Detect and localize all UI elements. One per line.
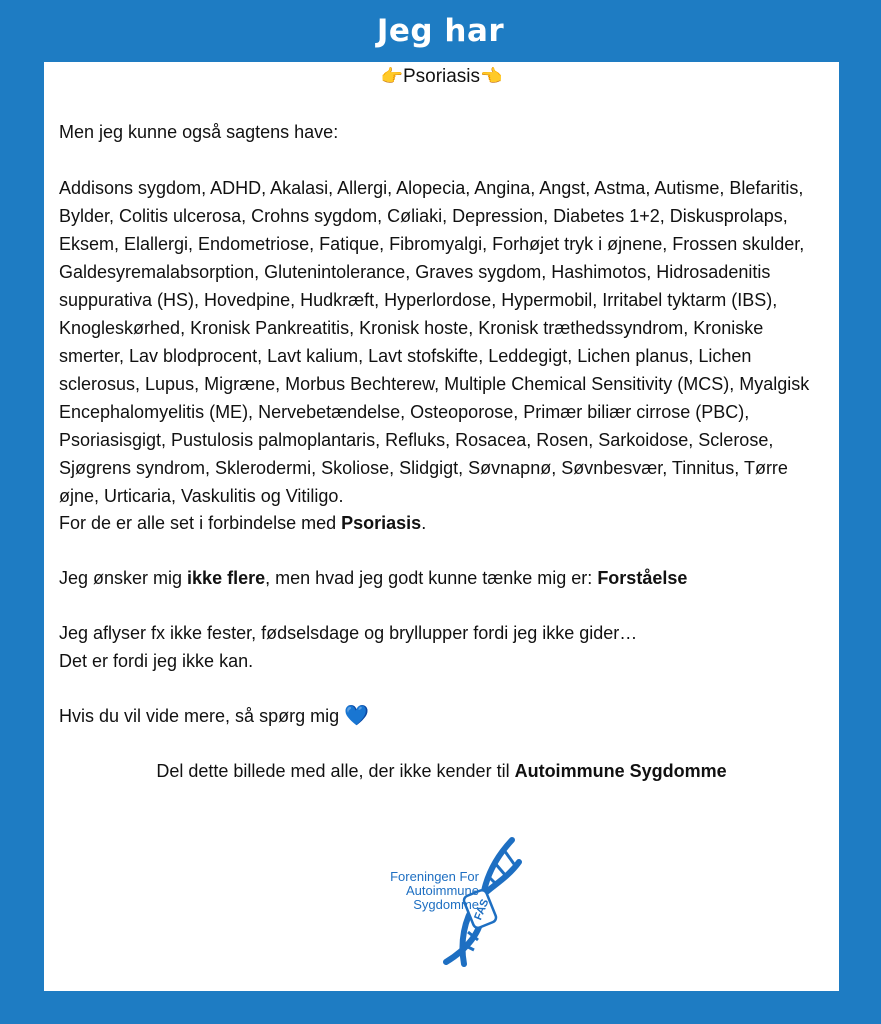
wish-bold-1: ikke flere [187, 567, 266, 588]
logo-line-3: Sygdomme [413, 897, 479, 912]
diagnosis-line [59, 62, 824, 91]
wish-text: Jeg ønsker mig ikke flere, men hvad jeg godt kunne tænke mig er: Forståelse [59, 567, 688, 588]
content-card [44, 62, 839, 991]
wish-bold-2: Forståelse [597, 567, 688, 588]
connection-diagnosis: Psoriasis [341, 512, 422, 533]
logo-text [369, 870, 479, 912]
share-bold: Autoimmune Sygdomme [514, 761, 727, 782]
share-text: Del dette billede med alle, der ikke kender til Autoimmune Sygdomme [156, 761, 727, 782]
logo-line-2: Autoimmune [406, 883, 479, 898]
cancel-line-2: Det er fordi jeg ikke kan. [59, 650, 254, 671]
intro-text: Men jeg kunne også sagtens have: [59, 121, 339, 142]
header-bar [0, 0, 881, 62]
cancel-line-1: Jeg aflyser fx ikke fester, fødselsdage og bryllupper fordi jeg ikke gider… [59, 623, 638, 644]
pointing-left-icon: 👈 [480, 66, 503, 86]
logo-badge: FAS [472, 897, 492, 922]
organization-logo [364, 832, 534, 967]
diagnosis-name: Psoriasis [402, 66, 481, 87]
logo-line-1: Foreningen For [390, 869, 479, 884]
ask-text: Hvis du vil vide mere, så spørg mig 💙 [59, 704, 369, 727]
connection-text: For de er alle set i forbindelse med Psoriasis. [59, 512, 427, 533]
pointing-right-icon: 👉 [380, 66, 403, 86]
page-title: Jeg har [376, 13, 505, 49]
blue-heart-icon: 💙 [344, 704, 369, 727]
disease-list: Addisons sygdom, ADHD, Akalasi, Allergi, Alopecia, Angina, Angst, Astma, Autisme, Blefaritis, Bylder, Colitis ulcerosa, Crohns sygdom, Cøliaki, Depression, Diabetes 1+2, Diskusprolaps, Eksem, Elallergi, Endometriose, Fatique, Fibromyalgi, Forhøjet tryk i øjnene, Frossen skulder, Galdesyremalabsorption, Glutenintolerance, Graves sygdom, Hashimotos, Hidrosadenitis suppurativa (HS), Hovedpine, Hudkræft, Hyperlordose, Hypermobil, Irritabel tyktarm (IBS), Knogleskørhed, Kronisk Pankreatitis, Kronisk hoste, Kronisk træthedssyndrom, Kroniske smerter, Lav blodprocent, Lavt kalium, Lavt stofskifte, Leddegigt, Lichen planus, Lichen sclerosus, Lupus, Migræne, Morbus Bechterew, Multiple Chemical Sensitivity (MCS), Myalgisk Encephalomyelitis (ME), Nervebetændelse, Osteoporose, Primær biliær cirrose (PBC), Psoriasisgigt, Pustulosis palmoplantaris, Refluks, Rosacea, Rosen, Sarkoidose, Sclerose, Sjøgrens syndrom, Sklerodermi, Skoliose, Slidgigt, Søvnapnø, Søvnbesvær, Tinnitus, Tørre øjne, Urticaria, Vaskulitis og Vitiligo. [59, 177, 810, 506]
